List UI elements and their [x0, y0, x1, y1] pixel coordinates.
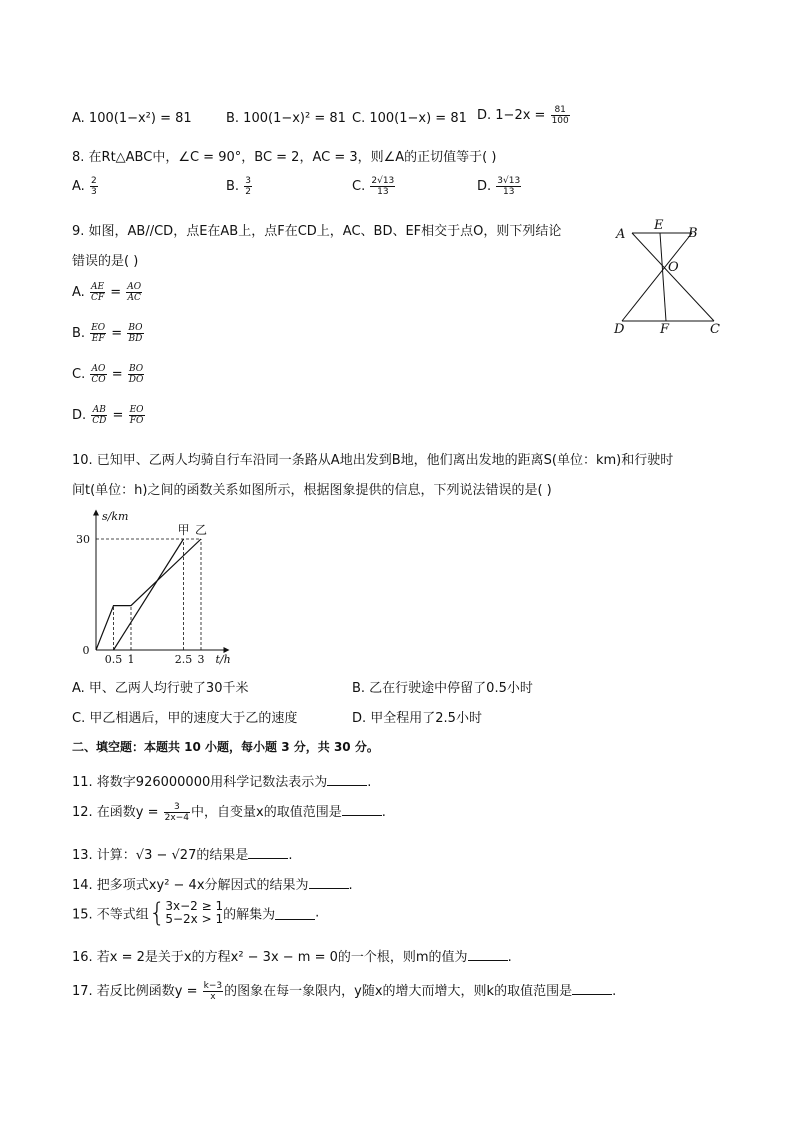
label-f: F [660, 322, 670, 337]
q8-option-d: D. $\frac{3√13}{13}$ [477, 176, 521, 197]
y-axis-arrow-icon [93, 510, 99, 516]
x-tick-label-3: 3 [197, 653, 205, 666]
q13: 13. 计算：√3 − √27的结果是 . [72, 848, 293, 863]
q15-blank [275, 907, 315, 920]
q14-blank [309, 876, 349, 889]
segment-ac [632, 233, 714, 321]
q13-blank [248, 846, 288, 859]
inequality-system: 3x−2 ≥ 1 5−2x > 1 [165, 899, 224, 926]
q17-blank [572, 982, 612, 995]
series-label-1: 乙 [195, 523, 208, 537]
q10-option-c: C. 甲乙相遇后，甲的速度大于乙的速度 [72, 711, 298, 726]
q9-option-b: B. $\frac{EO}{EF}$ = $\frac{BO}{BD}$ [72, 323, 143, 344]
label-d: D [614, 322, 625, 337]
x-tick-label-2: 2.5 [174, 653, 193, 666]
q8-stem: 8. 在Rt△ABC中，∠C = 90°，BC = 2，AC = 3，则∠A的正切值等于( ) [72, 150, 497, 165]
q10-stem-line2: 间t(单位：h)之间的函数关系如图所示，根据图象提供的信息，下列说法错误的是( ) [72, 483, 552, 498]
q10-option-a: A. 甲、乙两人均行驶了30千米 [72, 681, 249, 696]
origin-label: 0 [82, 644, 90, 657]
q11: 11. 将数字926000000用科学记数法表示为 . [72, 775, 372, 790]
q15: 15. 不等式组{ 3x−2 ≥ 1 5−2x > 1 的解集为 . [72, 898, 320, 928]
x-axis-label: t/h [215, 653, 231, 666]
x-tick-label-1: 1 [127, 653, 135, 666]
q7-option-a: A. 100(1−x²) = 81 [72, 111, 192, 126]
q7-option-d [477, 105, 571, 126]
series-line-0 [114, 539, 184, 650]
q9-option-c: C. $\frac{AO}{CO}$ = $\frac{BO}{DO}$ [72, 364, 144, 385]
label-o: O [668, 260, 679, 275]
segment-bd [622, 233, 692, 321]
q16-blank [468, 948, 508, 961]
q7-d-prefix: D. 1−2x = [477, 108, 546, 123]
y-tick-label-0: 30 [76, 533, 90, 546]
chart-axes [93, 510, 230, 654]
q12-blank [342, 803, 382, 816]
q7-d-fraction: $\frac{81}{100}$ [551, 105, 569, 126]
q14: 14. 把多项式xy² − 4x分解因式的结果为 . [72, 878, 353, 893]
q9-stem-line1: 9. 如图，AB//CD，点E在AB上，点F在CD上，AC、BD、EF相交于点O，则下列结论 [72, 224, 562, 239]
label-b: B [688, 226, 698, 241]
segment-ef [660, 233, 666, 321]
section2-heading: 二、填空题：本题共 10 小题，每小题 3 分，共 30 分。 [72, 740, 379, 754]
q8-option-a: A. $\frac{2}{3}$ [72, 176, 97, 197]
left-brace-icon: { [148, 898, 166, 928]
q8-option-c: C. $\frac{2√13}{13}$ [352, 176, 395, 197]
q7-option-b: B. 100(1−x)² = 81 [226, 111, 346, 126]
q9-stem-line2: 错误的是( ) [72, 254, 139, 269]
q17: 17. 若反比例函数y = $\frac{k-3}{x}$ 的图象在每一象限内，y随x的增大而增大，则k的取值范围是 . [72, 981, 617, 1002]
q10-stem-line1: 10. 已知甲、乙两人均骑自行车沿同一条路从A地出发到B地，他们离出发地的距离S(单位：km)和行驶时 [72, 453, 674, 468]
q8-option-b: B. $\frac{3}{2}$ [226, 176, 251, 197]
q9-option-a: A. $\frac{AE}{CF}$ = $\frac{AO}{AC}$ [72, 282, 142, 303]
q16: 16. 若x = 2是关于x的方程x² − 3x − m = 0的一个根，则m的值为 . [72, 950, 512, 965]
q10-chart [70, 505, 320, 670]
label-e: E [654, 218, 664, 233]
q12: 12. 在函数y = $\frac{3}{2x-4}$ 中，自变量x的取值范围是 . [72, 802, 386, 823]
q9-option-d: D. $\frac{AB}{CD}$ = $\frac{EO}{FO}$ [72, 405, 144, 426]
label-a: A [616, 227, 626, 242]
q7-option-c: C. 100(1−x) = 81 [352, 111, 467, 126]
y-axis-label: s/km [102, 510, 129, 523]
q10-option-d: D. 甲全程用了2.5小时 [352, 711, 482, 726]
x-tick-label-0: 0.5 [104, 653, 123, 666]
chart-series [96, 539, 201, 650]
q10-option-b: B. 乙在行驶途中停留了0.5小时 [352, 681, 533, 696]
q9-figure [610, 215, 730, 340]
label-c: C [710, 322, 720, 337]
series-label-0: 甲 [177, 523, 190, 537]
q11-blank [327, 773, 367, 786]
